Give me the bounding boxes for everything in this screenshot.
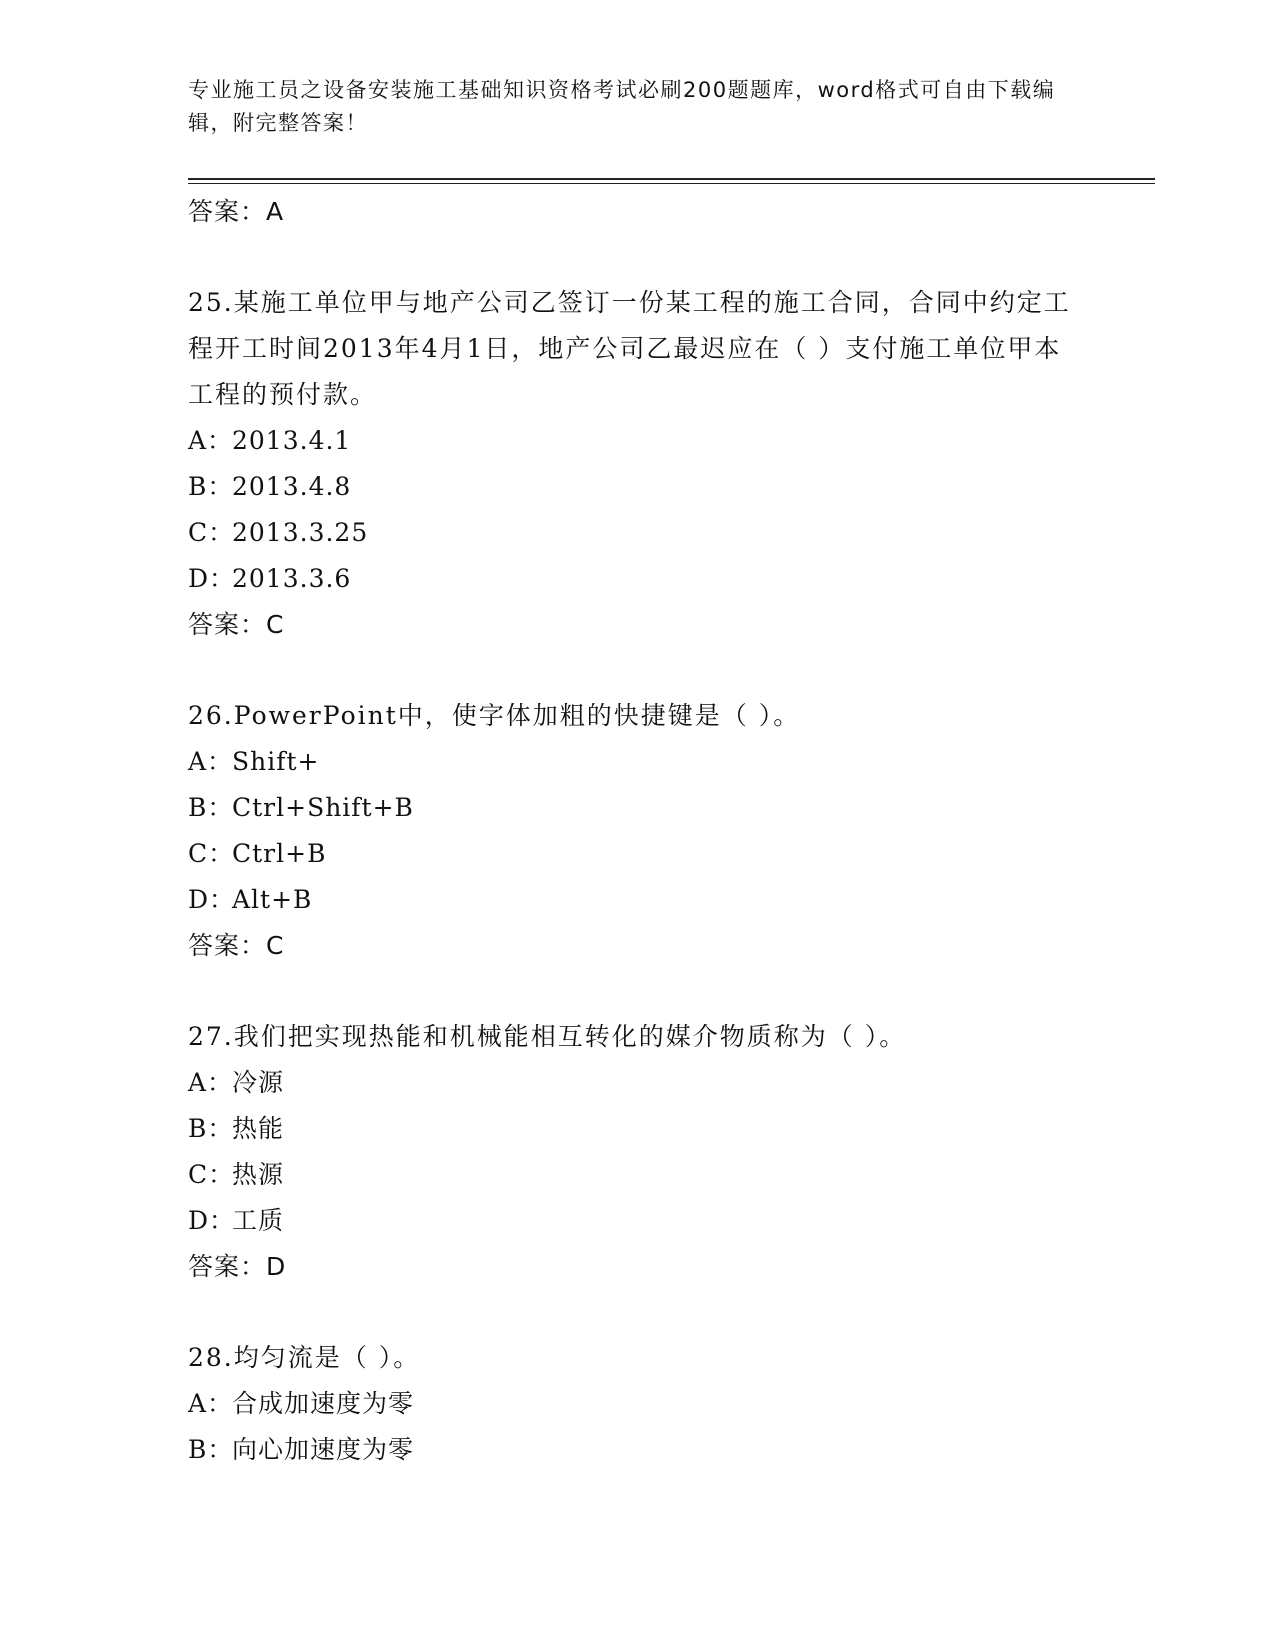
- option-d: [188, 877, 1088, 923]
- question-25: [188, 280, 1088, 648]
- option-b: [188, 1106, 1088, 1152]
- option-text: Shift+: [232, 747, 320, 776]
- option-b: [188, 785, 1088, 831]
- option-text: 2013.3.25: [232, 518, 369, 547]
- option-letter: A：: [188, 1389, 234, 1418]
- option-text: 合成加速度为零: [232, 1389, 415, 1418]
- option-letter: B：: [188, 1435, 234, 1464]
- question-text: 26.PowerPoint中，使字体加粗的快捷键是（ ）。: [188, 701, 801, 730]
- option-c: [188, 510, 1088, 556]
- option-letter: A：: [188, 426, 234, 455]
- option-c: [188, 831, 1088, 877]
- header-divider-thick: [188, 178, 1155, 180]
- document-body: [188, 189, 1088, 1473]
- option-letter: C：: [188, 518, 235, 547]
- option-a: [188, 739, 1088, 785]
- option-letter: B：: [188, 793, 234, 822]
- option-letter: A：: [188, 1068, 234, 1097]
- option-b: [188, 1427, 1088, 1473]
- question-text: 27.我们把实现热能和机械能相互转化的媒介物质称为（ ）。: [188, 1022, 907, 1051]
- option-d: [188, 1198, 1088, 1244]
- option-letter: A：: [188, 747, 234, 776]
- document-header: 专业施工员之设备安装施工基础知识资格考试必刷200题题库，word格式可自由下载编辑，附完整答案！: [188, 78, 1056, 135]
- option-text: Alt+B: [232, 885, 313, 914]
- option-text: 2013.4.1: [232, 426, 352, 455]
- option-letter: D：: [188, 564, 236, 593]
- answer-line: 答案：C: [188, 931, 285, 960]
- option-text: 2013.3.6: [232, 564, 352, 593]
- option-a: [188, 1060, 1088, 1106]
- option-letter: D：: [188, 885, 236, 914]
- option-letter: B：: [188, 1114, 234, 1143]
- question-27: [188, 1014, 1088, 1290]
- answer-line: 答案：C: [188, 610, 285, 639]
- option-text: 2013.4.8: [232, 472, 352, 501]
- question-28: [188, 1335, 1088, 1473]
- question-26: [188, 693, 1088, 969]
- option-text: Ctrl+B: [232, 839, 327, 868]
- question-text: 25.某施工单位甲与地产公司乙签订一份某工程的施工合同，合同中约定工程开工时间2013年4月1日，地产公司乙最迟应在（ ）支付施工单位甲本工程的预付款。: [188, 288, 1071, 409]
- option-text: 向心加速度为零: [232, 1435, 415, 1464]
- option-text: 冷源: [232, 1068, 285, 1097]
- answer-line: 答案：D: [188, 1252, 287, 1281]
- option-letter: C：: [188, 839, 235, 868]
- option-d: [188, 556, 1088, 602]
- option-text: 热源: [232, 1160, 285, 1189]
- option-letter: B：: [188, 472, 234, 501]
- option-text: Ctrl+Shift+B: [232, 793, 414, 822]
- option-letter: D：: [188, 1206, 236, 1235]
- option-text: 热能: [232, 1114, 285, 1143]
- option-text: 工质: [232, 1206, 285, 1235]
- option-a: [188, 1381, 1088, 1427]
- header-divider-thin: [188, 183, 1155, 184]
- option-b: [188, 464, 1088, 510]
- option-a: [188, 418, 1088, 464]
- question-text: 28.均匀流是（ ）。: [188, 1343, 421, 1372]
- option-letter: C：: [188, 1160, 235, 1189]
- option-c: [188, 1152, 1088, 1198]
- previous-answer: 答案：A: [188, 197, 285, 226]
